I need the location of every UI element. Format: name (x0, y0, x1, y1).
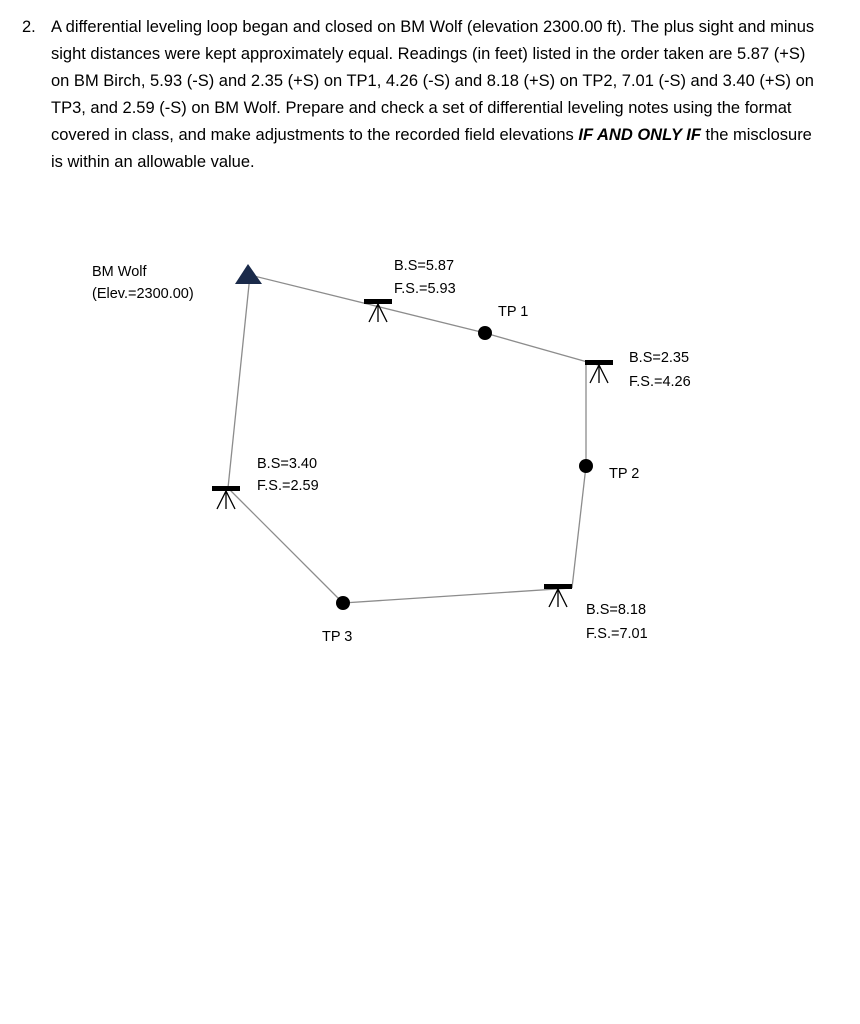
setup4-backsight-label: B.S=3.40 (257, 456, 318, 472)
setup1-foresight-label: F.S.=5.93 (394, 281, 456, 297)
level-instrument-icon-2 (585, 360, 613, 383)
setup2-foresight-label: F.S.=4.26 (629, 374, 691, 390)
setup2-backsight-label: B.S=2.35 (629, 350, 690, 366)
line-setup4-to-bm (228, 275, 250, 488)
bm-elevation-label: (Elev.=2300.00) (92, 286, 194, 302)
tp3-label: TP 3 (322, 629, 353, 645)
level-instrument-icon-1 (364, 299, 392, 322)
level-instrument-icon-4 (212, 486, 240, 509)
line-tp2-to-setup3 (572, 466, 586, 588)
setup3-backsight-label: B.S=8.18 (586, 602, 647, 618)
benchmark-triangle-icon (235, 264, 262, 284)
setup3-foresight-label: F.S.=7.01 (586, 626, 648, 642)
tp3-point (336, 596, 350, 610)
problem-number: 2. (22, 18, 36, 36)
tp1-label: TP 1 (498, 304, 529, 320)
problem-text-before: A differential leveling loop began and closed on BM Wolf (elevation 2300.00 ft). The plus sight and minus sight distances were kept approximately equal. Readings (in feet) listed in the order taken are 5.87 (+S) on BM Birch, 5.93 (-S) and 2.35 (+S) on TP1, 4.26 (-S) and 8.18 (+S) on TP2, 7.01 (-S) and 3.40 (+S) on TP3, and 2.59 (-S) on BM Wolf. Prepare and check a set of differential leveling notes using the format covered in class, and make adjustments to the recorded field elevations (51, 18, 815, 144)
setup1-backsight-label: B.S=5.87 (394, 258, 455, 274)
bm-name-label: BM Wolf (92, 264, 147, 280)
line-tp3-to-setup4 (228, 488, 343, 603)
loop-lines (228, 275, 598, 603)
line-tp1-to-setup2 (485, 333, 598, 365)
tp2-label: TP 2 (609, 466, 640, 482)
problem-emphasis: IF AND ONLY IF (578, 126, 701, 144)
level-instrument-icon-3 (544, 584, 572, 607)
tp1-point (478, 326, 492, 340)
tp2-point (579, 459, 593, 473)
line-setup3-to-tp3 (343, 588, 572, 603)
problem-text-after: the misclosure is within an allowable value. (51, 126, 812, 171)
setup4-foresight-label: F.S.=2.59 (257, 478, 319, 494)
